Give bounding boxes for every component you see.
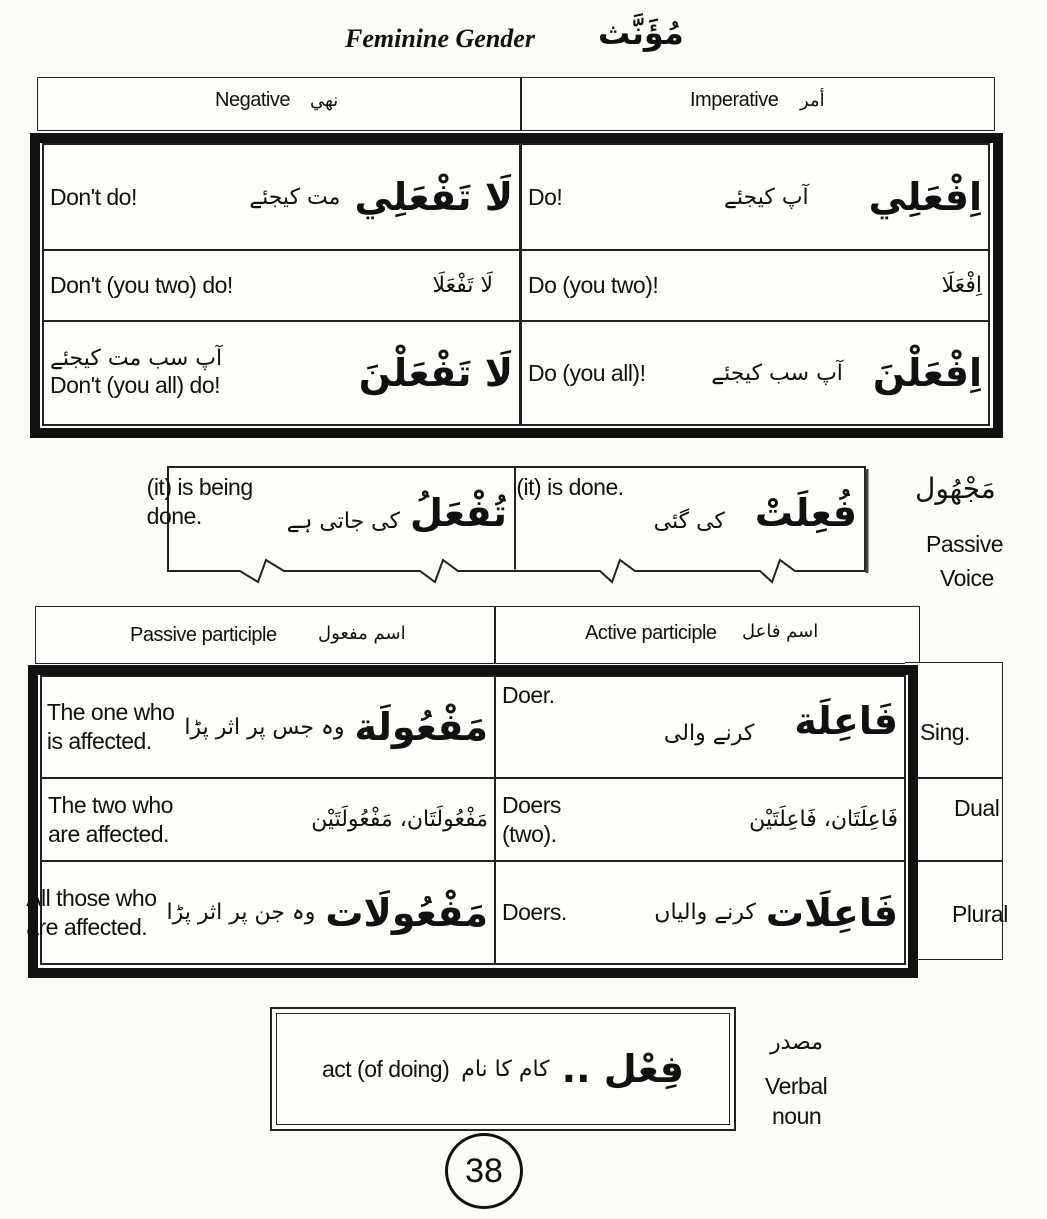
passive-present-cell xyxy=(146,469,513,567)
table-cell: فَاعِلَات xyxy=(765,890,898,935)
table-cell: لَا تَفْعَلْنَ xyxy=(358,351,513,395)
divider xyxy=(520,77,522,131)
table-cell: Don't (you two) do! xyxy=(50,272,233,299)
table-cell: Do (you all)! xyxy=(528,359,646,386)
verbal-noun-label-noun: noun xyxy=(772,1103,822,1129)
page-title-arabic: مُؤَنَّث xyxy=(598,14,684,52)
table-cell: مَفْعُولَتَان، مَفْعُولَتَيْن xyxy=(311,807,488,832)
table-cell: آپ سب کیجئے xyxy=(711,360,843,386)
number-label-dual: Dual xyxy=(954,795,1000,821)
passive-participle-cell xyxy=(42,779,494,860)
number-label-sing: Sing. xyxy=(920,719,970,745)
imperative-table-header xyxy=(37,77,995,131)
verbal-noun-label-arabic: مصدر xyxy=(770,1030,824,1055)
verbal-noun-arabic: فِعْل .. xyxy=(561,1047,685,1091)
passive-present-urdu: کی جاتی ہے xyxy=(286,509,400,534)
passive-past-cell xyxy=(517,469,863,567)
negative-cell xyxy=(44,145,519,249)
negative-cell xyxy=(44,251,519,320)
verbal-noun-en: act (of doing) xyxy=(321,1055,450,1082)
page-title: Feminine Gender xyxy=(345,24,535,53)
table-cell: Don't (you all) do! xyxy=(50,372,221,399)
passive-past-en: (it) is done. xyxy=(516,474,624,500)
table-cell: اِفْعَلْنَ xyxy=(872,351,982,395)
table-cell: All those who xyxy=(26,884,157,911)
table-cell: مت کیجئے xyxy=(249,184,341,210)
table-cell: مَفْعُولَة xyxy=(354,705,488,749)
table-cell: is affected. xyxy=(46,728,152,754)
table-cell: مَفْعُولَات xyxy=(325,890,488,935)
table-cell: کرنے والیاں xyxy=(654,900,756,925)
table-cell: آپ کیجئے xyxy=(724,184,809,210)
passive-present-en: (it) is being done. xyxy=(146,474,253,529)
passive-participle-header: Passive participle xyxy=(130,624,277,646)
passive-participle-cell xyxy=(26,862,494,963)
passive-label-voice: Voice xyxy=(940,565,994,591)
imperative-header: Imperative xyxy=(690,89,779,111)
table-cell: اِفْعَلِي xyxy=(868,175,982,219)
verbal-noun-label: Verbal xyxy=(765,1073,828,1099)
table-cell: The one who xyxy=(46,699,175,726)
active-participle-cell xyxy=(496,779,904,860)
number-label-plural: Plural xyxy=(952,901,1008,927)
passive-label-arabic: مَجْهُول xyxy=(915,472,996,505)
verbal-noun-content xyxy=(278,1015,728,1123)
table-cell: وہ جن پر اثر پڑا xyxy=(166,900,316,925)
negative-header: Negative xyxy=(215,89,290,111)
divider xyxy=(905,860,1003,862)
imperative-cell xyxy=(522,322,988,424)
imperative-cell xyxy=(522,145,988,249)
table-cell: وہ جس پر اثر پڑا xyxy=(184,714,345,740)
active-participle-header-arabic: اسم فاعل xyxy=(742,621,819,642)
passive-past-urdu: کی گئی xyxy=(653,509,725,534)
active-participle-header: Active participle xyxy=(585,622,717,644)
table-cell: Doer. xyxy=(502,682,555,708)
table-cell: (two). xyxy=(502,820,557,847)
table-cell: Doers. xyxy=(502,899,567,926)
table-cell: are affected. xyxy=(48,820,169,847)
passive-label: Passive xyxy=(926,531,1004,557)
divider xyxy=(905,777,1003,779)
passive-participle-cell xyxy=(42,677,494,777)
table-cell: لَا تَفْعَلَا xyxy=(432,273,493,298)
table-cell: Do! xyxy=(528,183,563,210)
table-cell: The two who xyxy=(48,791,173,818)
verbal-noun-urdu: کام کا نام xyxy=(461,1056,550,1082)
divider xyxy=(494,606,496,664)
passive-present-arabic: تُفْعَلُ xyxy=(410,491,507,535)
table-cell: لَا تَفْعَلِي xyxy=(354,175,513,219)
imperative-cell xyxy=(522,251,988,320)
table-cell: آپ سب مت کیجئے xyxy=(50,346,223,372)
page-number: 38 xyxy=(465,1151,503,1190)
table-cell: Do (you two)! xyxy=(528,272,659,299)
table-cell: Doers xyxy=(502,791,561,818)
passive-past-arabic: فُعِلَتْ xyxy=(754,491,857,535)
active-participle-cell xyxy=(496,677,904,777)
table-cell: are affected. xyxy=(26,913,148,940)
page-number-circle xyxy=(445,1133,523,1209)
active-participle-cell xyxy=(496,862,904,963)
imperative-header-arabic: أمر xyxy=(800,90,825,111)
table-cell: اِفْعَلَا xyxy=(941,273,982,298)
table-cell: فَاعِلَتَان، فَاعِلَتَيْن xyxy=(749,807,898,832)
table-cell: کرنے والی xyxy=(663,721,755,746)
passive-participle-header-arabic: اسم مفعول xyxy=(318,623,406,644)
negative-header-arabic: نهي xyxy=(310,90,339,111)
table-cell: فَاعِلَة xyxy=(794,699,898,743)
negative-cell xyxy=(44,322,519,424)
table-cell: Don't do! xyxy=(50,183,137,210)
